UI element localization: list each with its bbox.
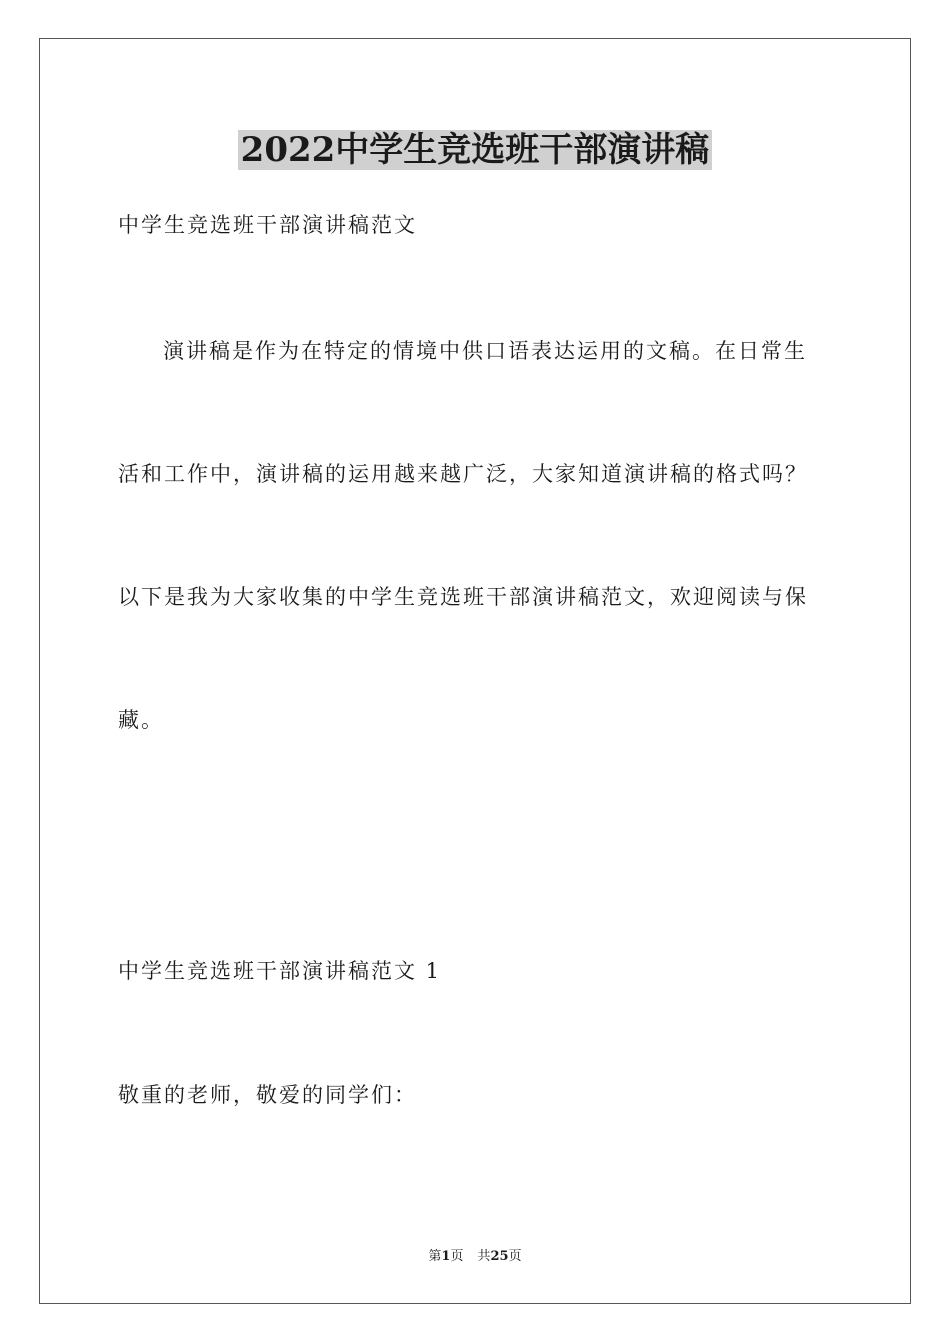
footer-total-suffix: 页 [508, 1249, 522, 1264]
document-title-text: 2022中学生竞选班干部演讲稿 [238, 130, 713, 170]
page-footer [0, 1248, 950, 1266]
document-title [0, 128, 950, 172]
paragraph-line: 活和工作中，演讲稿的运用越来越广泛，大家知道演讲稿的格式吗？ [118, 462, 808, 486]
footer-total-prefix: 共 [477, 1249, 491, 1264]
footer-page-suffix: 页 [450, 1249, 464, 1264]
footer-page-current: 1 [441, 1249, 451, 1264]
section-heading: 中学生竞选班干部演讲稿范文 1 [118, 959, 442, 983]
paragraph-line: 以下是我为大家收集的中学生竞选班干部演讲稿范文，欢迎阅读与保 [118, 585, 808, 609]
salutation: 敬重的老师，敬爱的同学们： [118, 1083, 417, 1107]
footer-page-prefix: 第 [428, 1249, 442, 1264]
subtitle: 中学生竞选班干部演讲稿范文 [118, 213, 417, 237]
paragraph-line: 演讲稿是作为在特定的情境中供口语表达运用的文稿。在日常生 [163, 339, 807, 363]
paragraph-line: 藏。 [118, 708, 164, 732]
footer-page-total: 25 [490, 1249, 509, 1264]
